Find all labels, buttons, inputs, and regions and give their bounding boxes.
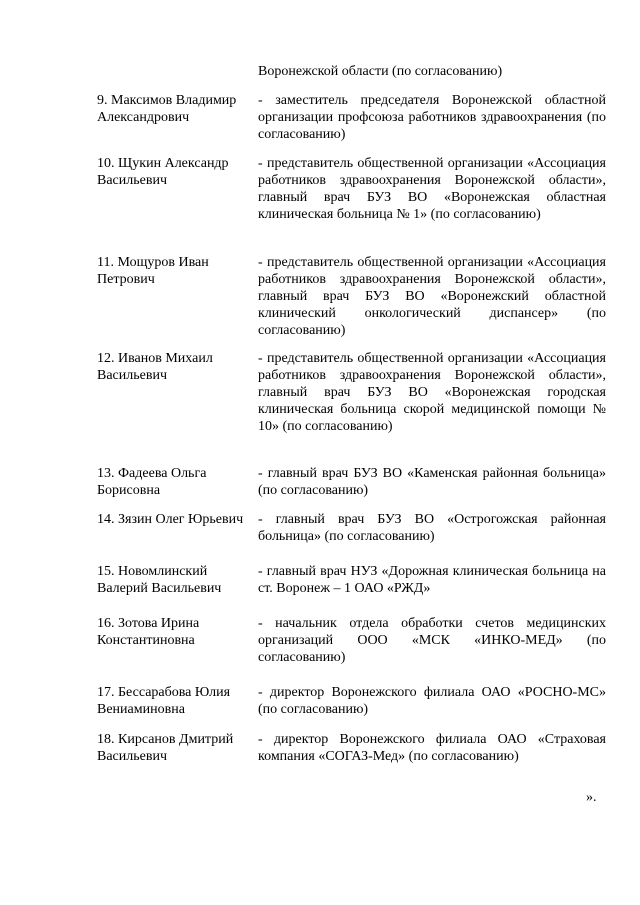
member-role: - представитель общественной организации «Ассоциация работников здравоохранения Воронежской области», главный врач БУЗ ВО «Воронежский областной клинический онкологический диспансер» (по согласованию) [258,255,606,338]
member-role: - директор Воронежского филиала ОАО «РОСНО-МС» (по согласованию) [258,685,606,717]
member-name: 18. Кирсанов Дмитрий Васильевич [97,732,234,764]
member-name: 14. Зязин Олег Юрьевич [97,512,244,527]
member-role: - главный врач НУЗ «Дорожная клиническая больница на ст. Воронеж – 1 ОАО «РЖД» [258,564,606,596]
member-name: 15. Новомлинский Валерий Васильевич [97,564,222,596]
member-role: - главный врач БУЗ ВО «Каменская районная больница» (по согласованию) [258,466,606,498]
closing-quote-mark: ». [586,790,597,805]
member-name: 12. Иванов Михаил Васильевич [97,351,213,383]
member-role: - представитель общественной организации «Ассоциация работников здравоохранения Воронежской области», главный врач БУЗ ВО «Воронежская городская клиническая больница скорой медицинской помощи № 10» (по согласованию) [258,351,606,434]
member-name: 11. Мощуров Иван Петрович [97,255,209,287]
member-role: - начальник отдела обработки счетов медицинских организаций ООО «МСК «ИНКО-МЕД» (по согласованию) [258,616,606,665]
member-name: 16. Зотова Ирина Константиновна [97,616,200,648]
continuation-text: Воронежской области (по согласованию) [258,64,503,79]
member-role: - директор Воронежского филиала ОАО «Страховая компания «СОГАЗ-Мед» (по согласованию) [258,732,606,764]
member-name: 13. Фадеева Ольга Борисовна [97,466,207,498]
member-name: 10. Щукин Александр Васильевич [97,156,229,188]
member-name: 9. Максимов Владимир Александрович [97,93,237,125]
member-name: 17. Бессарабова Юлия Вениаминовна [97,685,231,717]
member-role: - главный врач БУЗ ВО «Острогожская районная больница» (по согласованию) [258,512,606,544]
member-role: - представитель общественной организации «Ассоциация работников здравоохранения Воронежской области», главный врач БУЗ ВО «Воронежская областная клиническая больница № 1» (по согласованию) [258,156,606,222]
member-role: - заместитель председателя Воронежской областной организации профсоюза работников здравоохранения (по согласованию) [258,93,606,142]
